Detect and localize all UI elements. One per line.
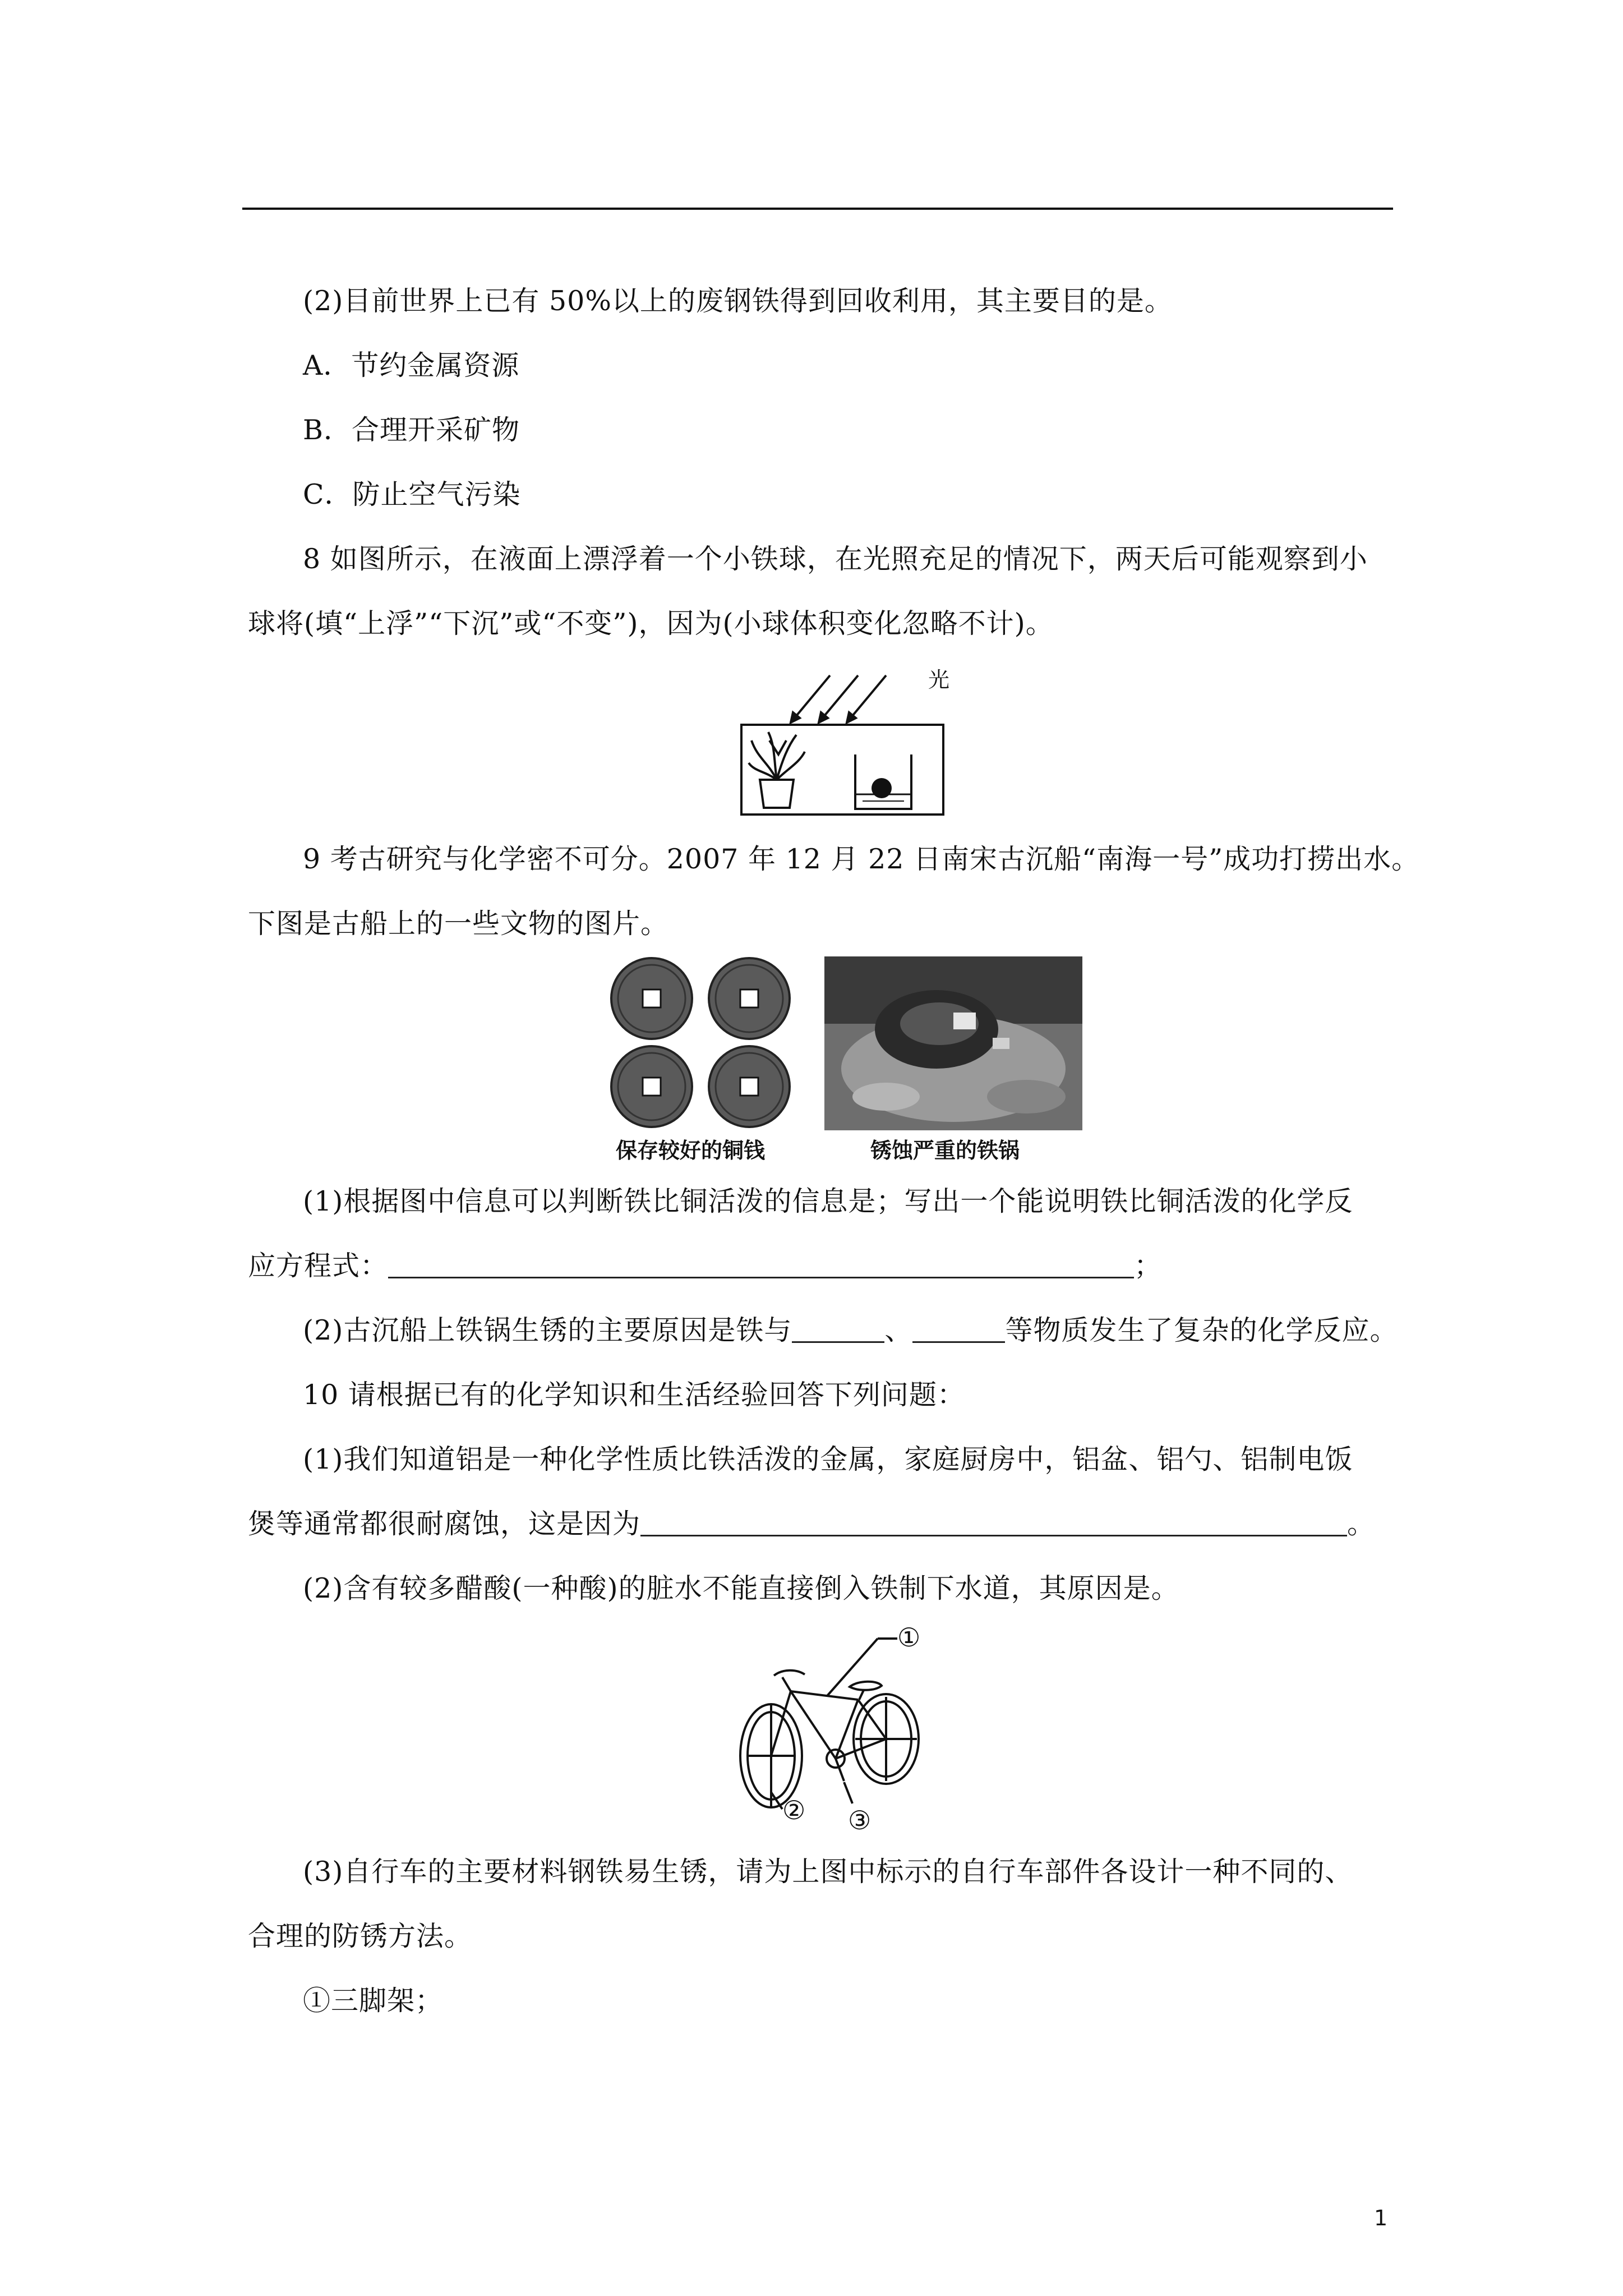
q10-intro: 10 请根据已有的化学知识和生活经验回答下列问题：	[303, 1379, 965, 1411]
q8-line1: 8 如图所示，在液面上漂浮着一个小铁球，在光照充足的情况下，两天后可能观察到小	[303, 543, 1368, 575]
q10-part1-end: 。	[1347, 1508, 1376, 1540]
q10-reason-blank[interactable]	[640, 1508, 1347, 1536]
q7-part2: (2)目前世界上已有 50%以上的废钢铁得到回收利用，其主要目的是。	[303, 285, 1173, 317]
q9-line2: 下图是古船上的一些文物的图片。	[248, 908, 669, 940]
q10-part1-line2	[248, 1506, 1375, 1542]
rusted-iron-pot-photo	[824, 956, 1082, 1130]
q10-part3-line2: 合理的防锈方法。	[248, 1920, 473, 1952]
q10-part3-line1: (3)自行车的主要材料钢铁易生锈，请为上图中标示的自行车部件各设计一种不同的、	[303, 1856, 1353, 1888]
q9-equation-blank[interactable]	[388, 1250, 1134, 1278]
q9-part1-line1: (1)根据图中信息可以判断铁比铜活泼的信息是；写出一个能说明铁比铜活泼的化学反	[303, 1185, 1353, 1217]
q9-part2-sep: 、	[884, 1314, 913, 1346]
bicycle-marker-1: ①	[897, 1622, 921, 1653]
caption-copper-coins: 保存较好的铜钱	[616, 1138, 766, 1163]
q9-part2-suffix: 等物质发生了复杂的化学反应。	[1005, 1314, 1398, 1346]
q7-option-a: A．节约金属资源	[303, 349, 520, 381]
q8-light-figure	[735, 662, 970, 819]
bicycle-figure	[729, 1622, 953, 1835]
q10-part2: (2)含有较多醋酸(一种酸)的脏水不能直接倒入铁制下水道，其原因是。	[303, 1572, 1179, 1604]
page-number: 1	[1374, 2206, 1388, 2230]
q7-option-c: C．防止空气污染	[303, 478, 521, 510]
q7-option-b: B．合理开采矿物	[303, 414, 520, 446]
caption-iron-pot: 锈蚀严重的铁锅	[870, 1138, 1020, 1163]
q9-part2	[303, 1313, 1398, 1349]
q9-blank-2[interactable]	[912, 1314, 1005, 1343]
q8-line2: 球将(填“上浮”“下沉”或“不变”)，因为(小球体积变化忽略不计)。	[248, 608, 1054, 639]
bicycle-marker-2: ②	[782, 1795, 806, 1825]
q9-part1-line2	[248, 1248, 1162, 1284]
q10-part1-line1: (1)我们知道铝是一种化学性质比铁活泼的金属，家庭厨房中，铝盆、铝勺、铝制电饭	[303, 1443, 1353, 1475]
q9-line1: 9 考古研究与化学密不可分。2007 年 12 月 22 日南宋古沉船“南海一号”成功打捞出水。	[303, 843, 1420, 875]
header-rule	[242, 208, 1393, 210]
light-label: 光	[928, 668, 951, 692]
bicycle-marker-3: ③	[848, 1805, 872, 1835]
q9-part1-end: ；	[1134, 1250, 1163, 1282]
q9-blank-1[interactable]	[792, 1314, 884, 1343]
copper-coins-photo	[606, 956, 796, 1130]
q9-part1-label: 应方程式：	[248, 1250, 389, 1282]
q9-part2-prefix: (2)古沉船上铁锅生锈的主要原因是铁与	[303, 1314, 792, 1346]
q10-item1: ①三脚架；	[303, 1985, 444, 2017]
q10-part1-label: 煲等通常都很耐腐蚀，这是因为	[248, 1508, 641, 1540]
